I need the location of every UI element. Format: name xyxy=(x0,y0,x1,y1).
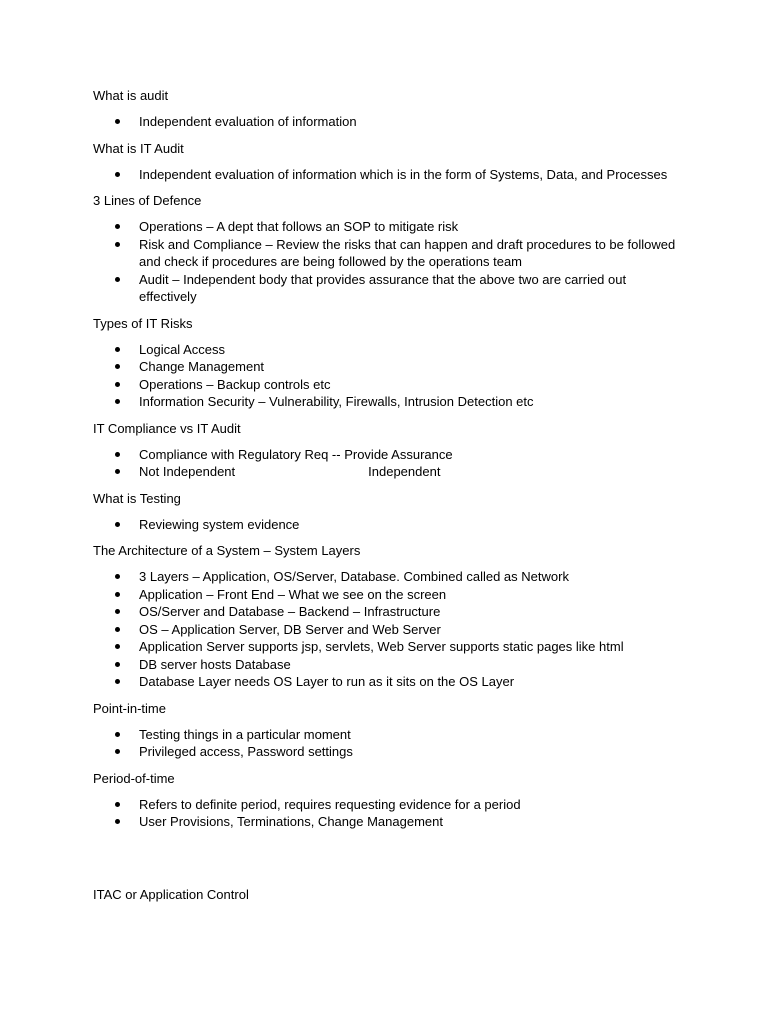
bullet-list-system-architecture xyxy=(93,568,678,691)
list-item: Testing things in a particular moment xyxy=(93,726,678,744)
section-heading-what-is-it-audit: What is IT Audit xyxy=(93,140,184,156)
list-item: Operations – A dept that follows an SOP to mitigate risk xyxy=(93,218,678,236)
blank-space xyxy=(93,840,678,886)
list-item: OS/Server and Database – Backend – Infrastructure xyxy=(93,603,678,621)
list-item: Operations – Backup controls etc xyxy=(93,376,678,394)
list-item: Reviewing system evidence xyxy=(93,516,678,534)
section-heading-itac-application-control: ITAC or Application Control xyxy=(93,886,249,902)
list-item xyxy=(93,463,678,481)
list-item: Compliance with Regulatory Req -- Provide Assurance xyxy=(93,446,678,464)
list-item: Privileged access, Password settings xyxy=(93,743,678,761)
section-heading-what-is-testing: What is Testing xyxy=(93,490,181,506)
bullet-list-types-of-it-risks xyxy=(93,341,678,411)
section-heading-point-in-time: Point-in-time xyxy=(93,700,166,716)
bullet-list-lines-of-defence xyxy=(93,218,678,306)
list-item: Database Layer needs OS Layer to run as it sits on the OS Layer xyxy=(93,673,678,691)
list-item: Refers to definite period, requires requesting evidence for a period xyxy=(93,796,678,814)
list-item: Independent evaluation of information xyxy=(93,113,678,131)
section-heading-it-compliance-vs-it-audit: IT Compliance vs IT Audit xyxy=(93,420,241,436)
list-item: Independent evaluation of information which is in the form of Systems, Data, and Processes xyxy=(93,166,678,184)
pair-right-text: Independent xyxy=(368,464,441,479)
section-heading-system-architecture: The Architecture of a System – System Layers xyxy=(93,543,361,558)
list-item: Change Management xyxy=(93,358,678,376)
pair-left-text: Not Independent xyxy=(139,464,236,479)
section-heading-lines-of-defence: 3 Lines of Defence xyxy=(93,193,202,208)
bullet-list-what-is-testing xyxy=(93,516,678,534)
section-heading-types-of-it-risks: Types of IT Risks xyxy=(93,315,193,331)
section-heading-what-is-audit: What is audit xyxy=(93,88,169,103)
list-item: 3 Layers – Application, OS/Server, Database. Combined called as Network xyxy=(93,568,678,586)
section-heading-period-of-time: Period-of-time xyxy=(93,770,175,786)
bullet-list-it-compliance-vs-it-audit xyxy=(93,446,678,481)
list-item: Logical Access xyxy=(93,341,678,359)
bullet-list-period-of-time xyxy=(93,796,678,831)
list-item: User Provisions, Terminations, Change Management xyxy=(93,813,678,831)
list-item: Risk and Compliance – Review the risks that can happen and draft procedures to be followed and check if procedures are being followed by the operations team xyxy=(93,236,678,271)
bullet-list-what-is-it-audit xyxy=(93,166,678,184)
list-item: Application Server supports jsp, servlets, Web Server supports static pages like html xyxy=(93,638,678,656)
list-item: DB server hosts Database xyxy=(93,656,678,674)
list-item: Application – Front End – What we see on the screen xyxy=(93,586,678,604)
bullet-list-point-in-time xyxy=(93,726,678,761)
list-item: Information Security – Vulnerability, Firewalls, Intrusion Detection etc xyxy=(93,393,678,411)
bullet-list-what-is-audit xyxy=(93,113,678,131)
list-item: Audit – Independent body that provides assurance that the above two are carried out effectively xyxy=(93,271,678,306)
list-item: OS – Application Server, DB Server and Web Server xyxy=(93,621,678,639)
